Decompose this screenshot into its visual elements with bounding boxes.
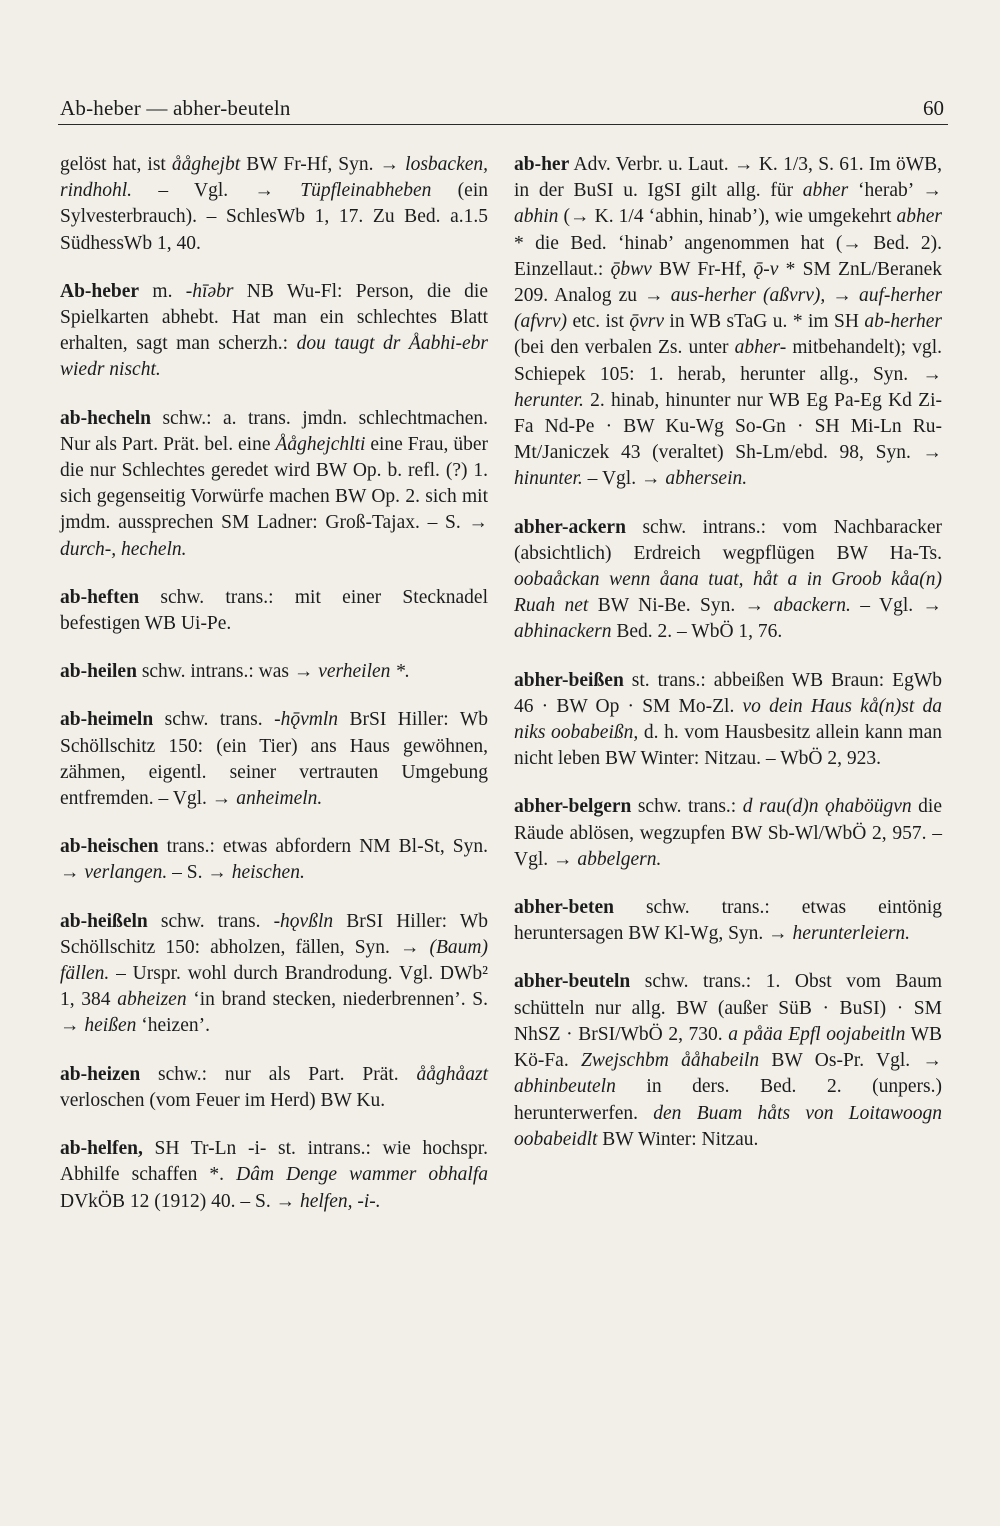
entry-ab-helfen: ab-helfen, SH Tr-Ln -i- st. intrans.: wie hochspr. Abhilfe schaffen *. Dâm Denge wammer obhalfa DVkÖB 12 (1912) 40. – S. → helfen, -i-.	[60, 1138, 488, 1212]
entry-ab-heischen: ab-heischen trans.: etwas abfordern NM Bl-St, Syn. → verlangen. – S. → heischen.	[60, 836, 488, 884]
lemma: Ab-heber	[60, 280, 140, 302]
right-column	[514, 152, 942, 1175]
entry-ab-heimeln: ab-heimeln schw. trans. -hǭvmln BrSI Hiller: Wb Schöllschitz 150: (ein Tier) ans Haus gewöhnen, zähmen, eigentl. seiner vertrauten Umgebung entfremden. – Vgl. → anheimeln.	[60, 709, 488, 810]
page-number: 60	[923, 96, 944, 120]
lemma: ab-heimeln	[60, 709, 154, 731]
entry-continuation: gelöst hat, ist ååghejbt BW Fr-Hf, Syn. → losbacken, rindhohl. – Vgl. → Tüpfleinabheben (ein Sylvesterbrauch). – SchlesWb 1, 17. Zu Bed. a.1.5 SüdhessWb 1, 40.	[60, 154, 489, 254]
lemma: ab-her	[514, 154, 570, 175]
lemma: abher-belgern	[514, 796, 632, 818]
lemma: ab-hecheln	[60, 407, 152, 429]
entry-ab-heilen: ab-heilen schw. intrans.: was → verheilen *.	[60, 661, 410, 683]
left-column	[60, 152, 488, 1237]
entry-abher-beissen: abher-beißen st. trans.: abbeißen WB Braun: EgWb 46 · BW Op · SM Mo-Zl. vo dein Haus kå(n)st da niks oobabeißn, d. h. vom Hausbesitz allein kann man nicht leben BW Winter: Nitzau. – WbÖ 2, 923.	[514, 669, 942, 770]
entry-ab-her: ab-her Adv. Verbr. u. Laut. → K. 1/3, S. 61. Im öWB, in der BuSI u. IgSI gilt allg. für abher ‘herab’ → abhin (→ K. 1/4 ‘abhin, hinab’), wie umgekehrt abher * die Bed. ‘hinab’ angenommen hat (→ Bed. 2). Einzellaut.: ǭbwv BW Fr-Hf, ǭ-v * SM ZnL/Beranek 209. Analog zu → aus-herher (aßvrv), → auf-herher (afvrv) etc. ist ǭvrv in WB sTaG u. * im SH ab-herher (bei den verbalen Zs. unter abher- mitbehandelt); vgl. Schiepek 105: 1. herab, herunter allg., Syn. → herunter. 2. hinab, hinunter nur WB Eg Pa-Eg Kd Zi-Fa Nd-Pe · BW Ku-Wg So-Gn · SH Mi-Ln Ru-Mt/Janiczek 43 (veraltet) Sh-Lm/ebd. 98, Syn. → hinunter. – Vgl. → abhersein.	[514, 154, 943, 490]
lemma: ab-heften	[60, 586, 140, 608]
lemma: abher-beißen	[514, 669, 624, 691]
lemma: ab-heißeln	[60, 910, 148, 932]
lemma: ab-heizen	[60, 1063, 141, 1085]
entry-abher-beuteln: abher-beuteln schw. trans.: 1. Obst vom Baum schütteln nur allg. BW (außer SüB · BuSI) · SM NhSZ · BrSI/WbÖ 2, 730. a påäa Epfl oojabeitln WB Kö-Fa. Zwejschbm ååhabeiln BW Os-Pr. Vgl. → abhinbeuteln in ders. Bed. 2. (unpers.) herunterwerfen. den Buam håts von Loitawoogn oobabeidlt BW Winter: Nitzau.	[514, 971, 943, 1150]
entry-ab-hecheln: ab-hecheln schw.: a. trans. jmdn. schlechtmachen. Nur als Part. Prät. bel. eine Ååghejchlti eine Frau, über die nur Schlechtes geredet wird BW Op. b. refl. (?) 1. sich gegenseitig Vorwürfe machen BW Op. 2. sich mit jmdm. aussprechen SM Ladner: Groß-Tajax. – S. → durch-, hecheln.	[60, 407, 488, 560]
running-header	[58, 90, 948, 125]
entry-ab-heisseln: ab-heißeln schw. trans. -hǫvßln BrSI Hiller: Wb Schöllschitz 150: abholzen, fällen, Syn. → (Baum) fällen. – Urspr. wohl durch Brandrodung. Vgl. DWb² 1, 384 abheizen ‘in brand stecken, niederbrennen’. S. → heißen ‘heizen’.	[60, 910, 489, 1037]
running-title: Ab-heber — abher-beuteln	[60, 96, 291, 120]
entry-ab-heber: Ab-heber m. -hīəbr NB Wu-Fl: Person, die die Spielkarten abhebt. Hat man ein schlechtes Blatt erhalten, sagt man scherzh.: dou taugt dr Åabhi-ebr wiedr nischt.	[60, 280, 489, 381]
lemma: ab-heilen	[60, 661, 137, 683]
entry-abher-beten: abher-beten schw. trans.: etwas eintönig heruntersagen BW Kl-Wg, Syn. → herunterleiern.	[514, 897, 942, 945]
lemma: abher-beuteln	[514, 971, 631, 993]
lemma: abher-ackern	[514, 516, 626, 538]
entry-ab-heften: ab-heften schw. trans.: mit einer Stecknadel befestigen WB Ui-Pe.	[60, 586, 488, 635]
lemma: ab-heischen	[60, 836, 159, 858]
lemma: ab-helfen,	[60, 1138, 143, 1160]
entry-abher-ackern: abher-ackern schw. intrans.: vom Nachbaracker (absichtlich) Erdreich wegpflügen BW Ha-Ts. oobaåckan wenn åana tuat, håt a in Groob kåa(n) Ruah net BW Ni-Be. Syn. → abackern. – Vgl. → abhinackern Bed. 2. – WbÖ 1, 76.	[514, 516, 942, 643]
entry-abher-belgern: abher-belgern schw. trans.: d rau(d)n ǫhaböügvn die Räude ablösen, wegzupfen BW Sb-Wl/WbÖ 2, 957. – Vgl. → abbelgern.	[514, 796, 942, 870]
entry-ab-heizen: ab-heizen schw.: nur als Part. Prät. ååghåazt verloschen (vom Feuer im Herd) BW Ku.	[60, 1063, 488, 1111]
lemma: abher-beten	[514, 897, 615, 919]
